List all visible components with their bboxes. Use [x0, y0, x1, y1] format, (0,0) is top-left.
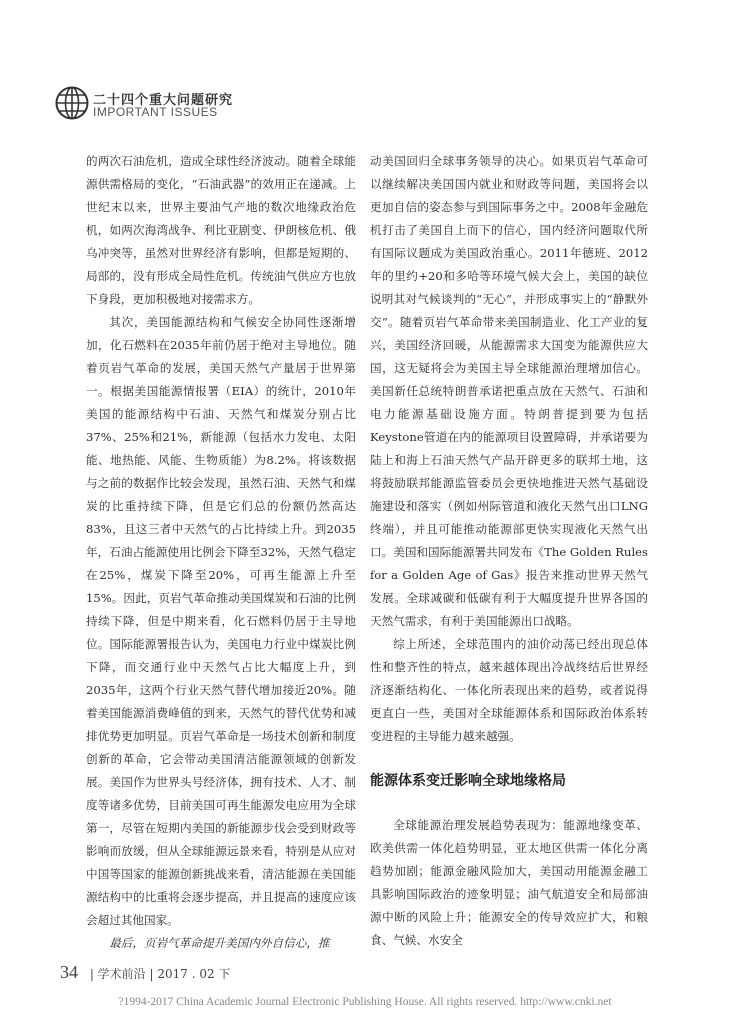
paragraph: 的两次石油危机，造成全球性经济波动。随着全球能源供需格局的变化，“石油武器”的效用正在递减。上世纪末以来，世界主要油气产地的数次地缘政治危机，如两次海湾战争、利比亚剧变、伊朗核危机、俄乌冲突等，虽然对世界经济有影响，但都是短期的、局部的，没有形成全局性危机。传统油气供应方也放下身段，更加积极地对接需求方。 — [86, 154, 356, 306]
section-title: 能源体系变迁影响全球地缘格局 — [370, 773, 566, 789]
right-column — [370, 150, 648, 952]
globe-icon — [55, 86, 89, 120]
copyright-notice: ?1994-2017 China Academic Journal Electronic Publishing House. All rights reserved. http://www.cnki.net — [118, 996, 612, 1008]
page-number: 34 — [60, 962, 78, 982]
paragraph: 其次，美国能源结构和气候安全协同性逐渐增加，化石燃料在2035年前仍居于绝对主导地位。随着页岩气革命的发展，美国天然气产量居于世界第一。根据美国能源情报署（EIA）的统计，2010年美国的能源结构中石油、天然气和煤炭分别占比37%、25%和21%，新能源（包括水力发电、太阳能、地热能、风能、生物质能）为8.2%。将该数据与之前的数据作比较会发现，虽然石油、天然气和煤炭的比重持续下降，但是它们总的份额仍然高达83%，且这三者中天然气的占比持续上升。到2035年，石油占能源使用比例会下降至32%，天然气稳定在25%，煤炭下降至20%，可再生能源上升至15%。因此，页岩气革命推动美国煤炭和石油的比例持续下降，但是中期来看，化石燃料仍居于主导地位。国际能源署报告认为，美国电力行业中煤炭比例下降，而交通行业中天然气占比大幅度上升，到2035年，这两个行业天然气替代增加接近20%。随着美国能源消费峰值的到来，天然气的替代优势和减排优势更加明显。页岩气革命是一场技术创新和制度创新的革命，它会带动美国清洁能源领域的创新发展。美国作为世界头号经济体，拥有技术、人才、制度等诸多优势，目前美国可再生能源发电应用为全球第一，尽管在短期内美国的新能源步伐会受到财政等影响而放缓，但从全球能源远景来看，特别是从应对中国等国家的能源创新挑战来看，清洁能源在美国能源结构中的比重将会逐步提高，并且提高的速度应该会超过其他国家。 — [86, 315, 356, 927]
paragraph: 全球能源治理发展趋势表现为：能源地缘变革、欧美供需一体化趋势明显，亚太地区供需一体化分离趋势加剧；能源金融风险加大，美国动用能源金融工具影响国际政治的迹象明显；油气航道安全和局部油源中断的风险上升；能源安全的传导效应扩大，和粮食、气候、水安全 — [370, 818, 648, 947]
paragraph: 动美国回归全球事务领导的决心。如果页岩气革命可以继续解决美国国内就业和财政等问题，美国将会以更加自信的姿态参与到国际事务之中。2008年金融危机打击了美国自上而下的信心，国内经济问题取代所有国际议题成为美国政治重心。2011年德班、2012年的里约+20和多哈等环境气候大会上，美国的缺位说明其对气候谈判的“无心”，并形成事实上的“静默外交”。随着页岩气革命带来美国制造业、化工产业的复兴，美国经济回暖，从能源需求大国变为能源供应大国，这无疑将会为美国主导全球能源治理增加信心。美国新任总统特朗普承诺把重点放在天然气、石油和电力能源基础设施方面。特朗普提到要为包括Keystone管道在内的能源项目设置障碍，并承诺要为陆上和海上石油天然气产品开辟更多的联邦土地，这将鼓励联邦能源监管委员会更快地推进天然气基础设施建设和落实（例如州际管道和液化天然气出口LNG终端），并且可能推动能源部更快实现液化天然气出口。美国和国际能源署共同发布《The Golden Rules for a Golden Age of Gas》报告来推动世界天然气发展。全球减碳和低碳有利于大幅度提升世界各国的天然气需求，有利于美国能源出口战略。 — [370, 154, 648, 628]
header-title-en: IMPORTANT ISSUES — [93, 105, 218, 119]
paragraph: 最后，页岩气革命提升美国内外自信心，推 — [109, 936, 330, 950]
header-title-cn: 二十四个重大问题研究 — [93, 93, 234, 108]
paragraph: 综上所述，全球范围内的油价动荡已经出现总体性和整齐性的特点，越来越体现出冷战终结后世界经济逐渐结构化、一体化所表现出来的趋势，或者说得更直白一些，美国对全球能源体系和国际政治体系转变进程的主导能力越来越强。 — [370, 637, 648, 743]
left-column — [86, 150, 356, 955]
page-footer — [60, 962, 230, 983]
journal-info: | 学术前沿 | 2017 . 02 下 — [89, 967, 231, 981]
